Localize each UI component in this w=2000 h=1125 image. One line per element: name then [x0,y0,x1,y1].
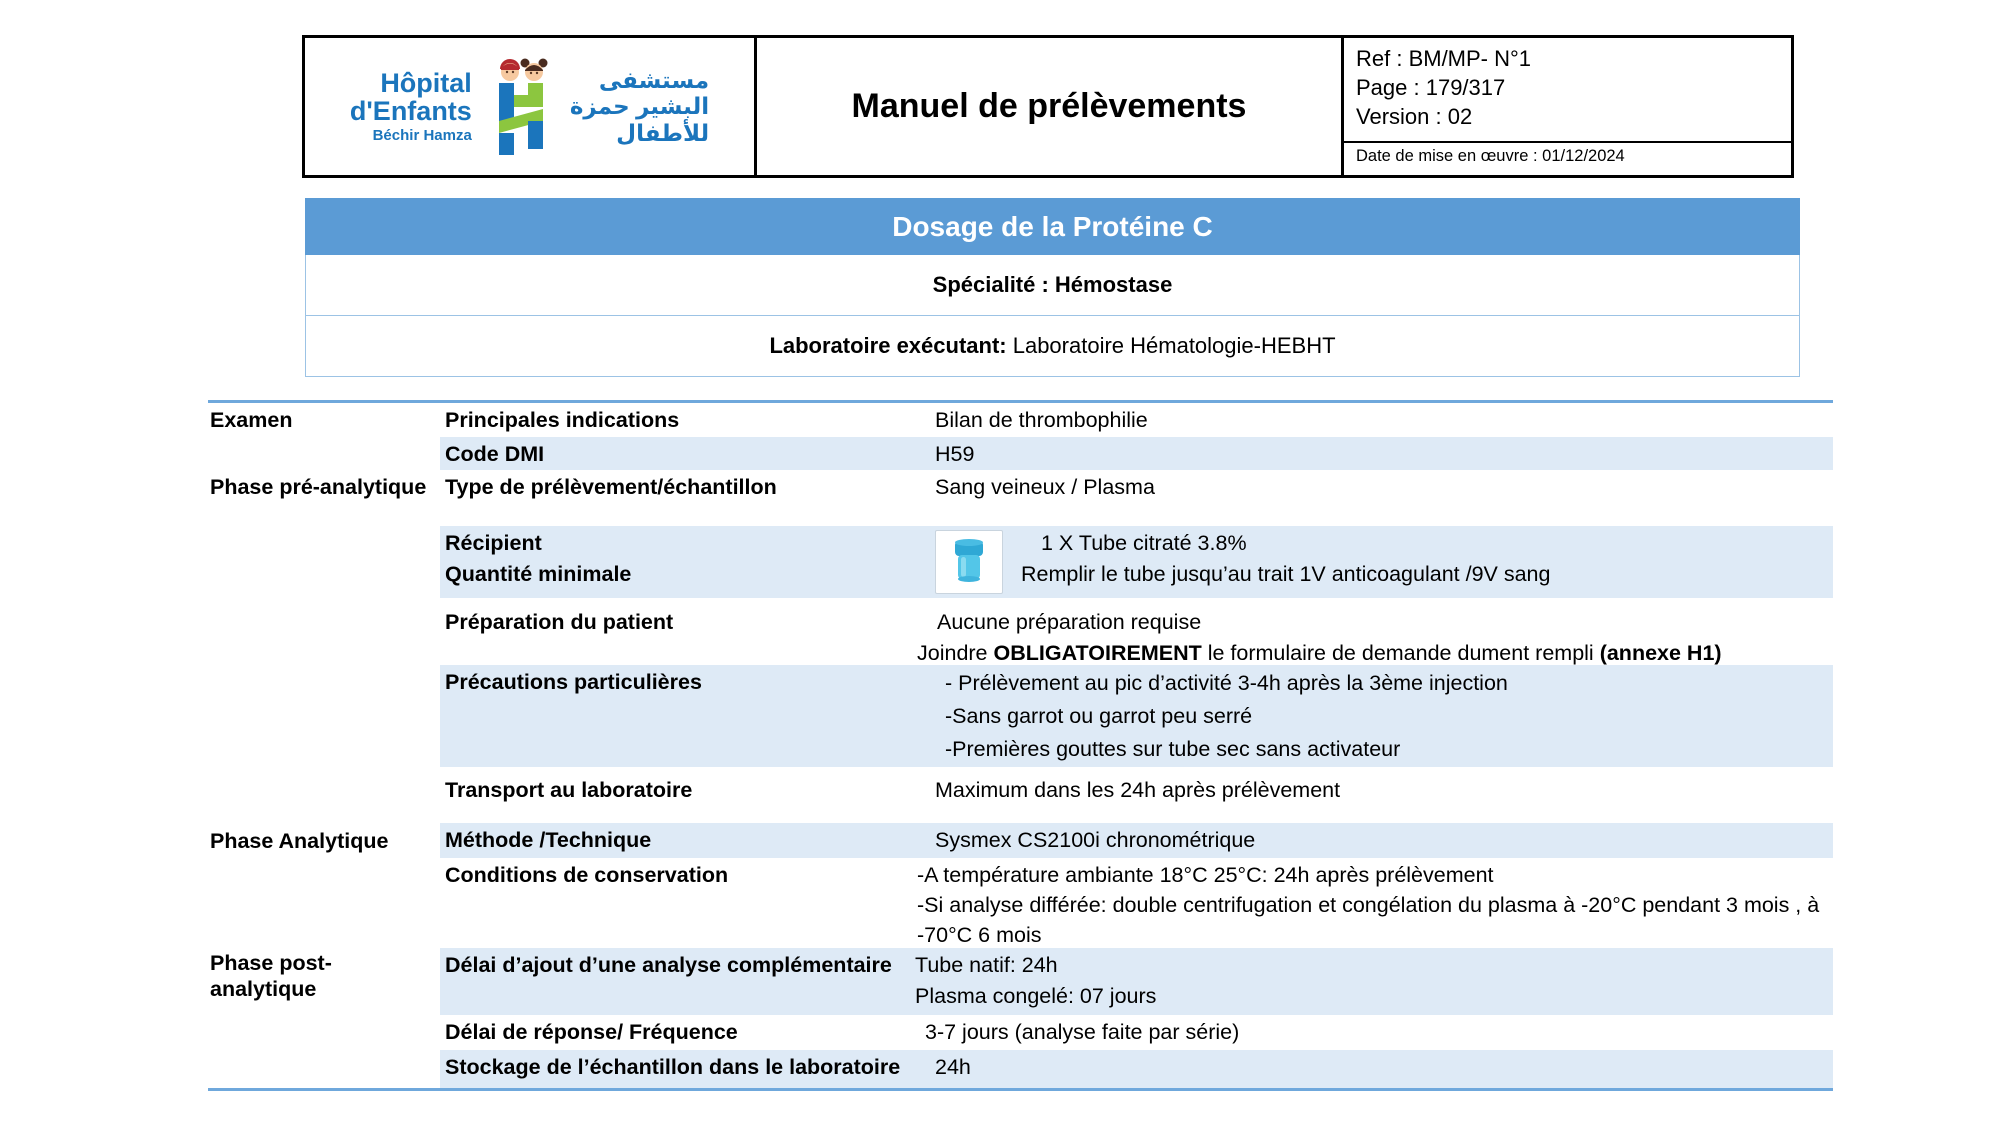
executing-lab-value: Laboratoire Hématologie-HEBHT [1006,333,1336,358]
row-value: Maximum dans les 24h après prélèvement [935,778,1341,802]
executing-lab-text [769,333,1335,359]
row-value [907,665,1833,767]
text-segment-bold: (annexe H1) [1599,641,1722,665]
row-label: Type de prélèvement/échantillon [445,475,777,499]
table-spacer [208,503,1833,526]
logo-text-line: البشير حمزة [569,93,710,120]
phase-cell-empty [208,526,440,598]
row-label-line: Quantité minimale [445,562,632,586]
precaution-line: -Premières gouttes sur tube sec sans activateur [945,737,1401,761]
table-row [208,1015,1833,1050]
doc-date: Date de mise en œuvre : 01/12/2024 [1356,147,1625,165]
table-row [208,437,1833,470]
logo-text-line: Béchir Hamza [372,127,472,145]
table-row [208,858,1833,948]
row-value: Sysmex CS2100i chronométrique [907,823,1833,858]
phase-cell-pre-analytique: Phase pré-analytique [208,470,440,503]
row-label: Conditions de conservation [445,863,729,887]
table-row [208,775,1833,805]
analysis-title-bar: Dosage de la Protéine C [305,198,1800,255]
manual-title: Manuel de prélèvements [851,87,1247,125]
doc-page: Page : 179/317 [1356,75,1506,100]
table-row [208,470,1833,503]
row-value: 3-7 jours (analyse faite par série) [925,1020,1240,1044]
precaution-line: - Prélèvement au pic d’activité 3-4h après la 3ème injection [945,671,1508,695]
conservation-line: -A température ambiante 18°C 25°C: 24h après prélèvement [917,863,1494,887]
table-row [208,526,1833,598]
row-label [440,526,907,598]
logo-text-line: مستشفى [598,66,710,93]
recipient-line: 1 X Tube citraté 3.8% [1041,531,1247,555]
executing-lab-row [305,316,1800,377]
document-meta-cell [1344,38,1791,175]
phase-cell-empty [208,858,440,948]
hospital-name-arabic [570,67,709,146]
row-label: Préparation du patient [445,610,674,634]
executing-lab-label: Laboratoire exécutant: [769,333,1007,358]
row-value: Bilan de thrombophilie [935,408,1148,432]
table-spacer [208,767,1833,775]
row-value [907,948,1833,1015]
phase-cell-empty [208,665,440,767]
phase-cell-analytique: Phase Analytique [208,823,440,858]
row-label: Précautions particulières [440,665,907,767]
row-label: Délai d’ajout d’une analyse complémentaire [440,948,907,1015]
citrate-tube-icon [935,530,1003,594]
hospital-logo-icon [482,55,560,159]
row-label: Transport au laboratoire [445,778,693,802]
document-header [302,35,1794,178]
table-row [208,1050,1833,1088]
conservation-line: -Si analyse différée: double centrifugation et congélation du plasma à -20°C pendant 3 mois , à -70°C 6 mois [917,893,1820,947]
phase-cell-empty [208,1050,440,1088]
row-label: Code DMI [440,437,907,470]
row-label: Stockage de l’échantillon dans le laboratoire [440,1050,920,1088]
delai-line: Tube natif: 24h [915,953,1058,977]
phase-cell-post-analytique [208,948,440,1015]
phase-cell-empty [208,437,440,470]
recipient-line: Remplir le tube jusqu’au trait 1V anticoagulant /9V sang [1021,562,1551,586]
phase-cell-empty [208,605,440,665]
logo-text-line: Hôpital [380,67,472,98]
row-label: Délai de réponse/ Fréquence [445,1020,738,1044]
precaution-line: -Sans garrot ou garrot peu serré [945,704,1253,728]
analysis-title-table [305,198,1800,377]
text-segment-bold: OBLIGATOIREMENT [993,641,1202,665]
specialty-row [305,255,1800,316]
text-segment: Joindre [917,641,994,665]
doc-version: Version : 02 [1356,104,1473,129]
preparation-line: Aucune préparation requise [937,610,1202,634]
table-row [208,665,1833,767]
table-spacer [208,598,1833,605]
doc-ref: Ref : BM/MP- N°1 [1356,46,1532,71]
recipient-value [935,528,1823,594]
phase-cell-empty [208,775,440,805]
document-meta [1344,38,1791,143]
hospital-name-french [350,69,472,144]
phase-line: analytique [210,977,317,1001]
specialty-text: Spécialité : Hémostase [932,272,1173,297]
row-value [907,858,1833,948]
table-row [208,823,1833,858]
recipient-text-lines [1021,528,1550,590]
row-label-line: Récipient [445,531,542,555]
phase-cell-examen: Examen [208,403,440,437]
table-spacer [208,805,1833,823]
logo-text-line: d'Enfants [349,96,472,127]
manual-title-cell [757,38,1344,175]
row-value: H59 [907,437,1833,470]
row-value: 24h [920,1050,1833,1088]
phase-cell-empty [208,1015,440,1050]
row-label: Principales indications [445,408,680,432]
row-label: Méthode /Technique [440,823,907,858]
table-row [208,403,1833,437]
delai-line: Plasma congelé: 07 jours [915,984,1157,1008]
table-row [208,605,1833,665]
sampling-details-table [208,400,1833,1091]
row-value [907,526,1833,598]
phase-line: Phase post- [210,951,332,975]
table-row [208,948,1833,1015]
text-segment: le formulaire de demande dument rempli [1201,641,1600,665]
hospital-logo [305,38,757,175]
row-value: Sang veineux / Plasma [935,475,1155,499]
row-value [907,605,1833,665]
logo-text-line: للأطفال [616,119,710,146]
